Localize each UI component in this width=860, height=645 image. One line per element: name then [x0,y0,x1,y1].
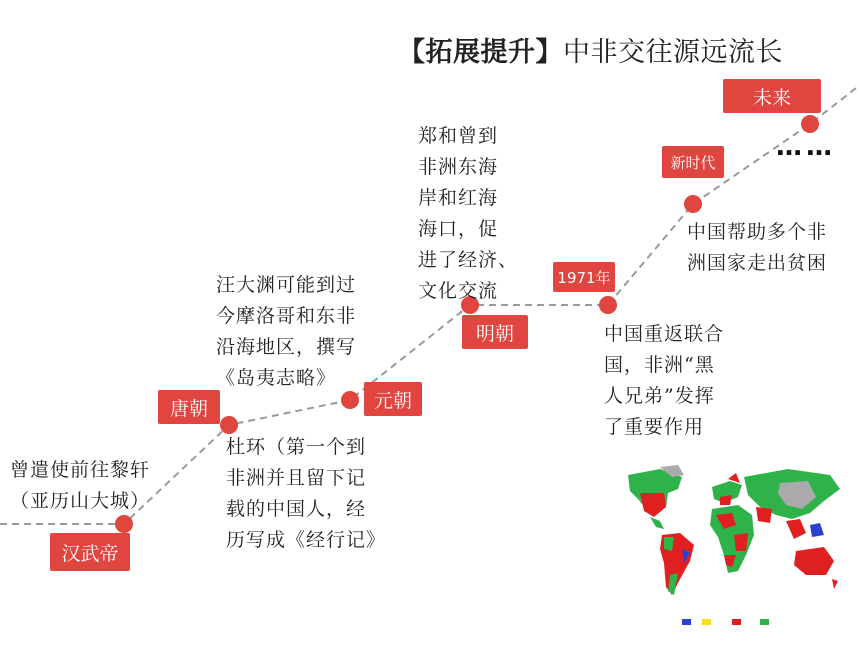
label-hanwudi: 汉武帝 [50,533,130,571]
title-prefix: 【拓展提升】 [398,37,563,68]
timeline-dot-hanwudi [115,515,133,533]
label-future: 未来 [723,79,821,113]
timeline-dot-1971 [599,296,617,314]
desc-1971: 中国重返联合 国，非洲“黑 人兄弟”发挥 了重要作用 [604,323,725,438]
desc-tang: 杜环（第一个到 非洲并且留下记 载的中国人，经 历写成《经行记》 [226,436,387,551]
legend-swatch-red [732,619,741,625]
desc-ming: 郑和曾到 非洲东海 岸和红海 海口，促 进了经济、 文化交流 [418,125,519,302]
title-text: 中非交往源远流长 [563,37,783,68]
legend-swatch-green [760,619,769,625]
label-ming: 明朝 [462,315,528,349]
label-tang: 唐朝 [158,390,220,424]
label-1971: 1971年 [553,262,615,292]
desc-new-era: 中国帮助多个非 洲国家走出贫困 [687,221,828,274]
continuation-dots: …… [776,132,836,162]
world-map-image [620,463,845,635]
label-yuan: 元朝 [364,382,422,416]
timeline-dot-future [801,115,819,133]
desc-yuan: 汪大渊可能到过 今摩洛哥和东非 沿海地区，撰写 《岛夷志略》 [216,274,357,389]
legend-swatch-blue [682,619,691,625]
timeline-dot-new-era [684,195,702,213]
desc-hanwudi: 曾遣使前往黎轩 （亚历山大城） [10,459,151,512]
label-new-era: 新时代 [662,146,724,178]
legend-swatch-yellow [702,619,711,625]
